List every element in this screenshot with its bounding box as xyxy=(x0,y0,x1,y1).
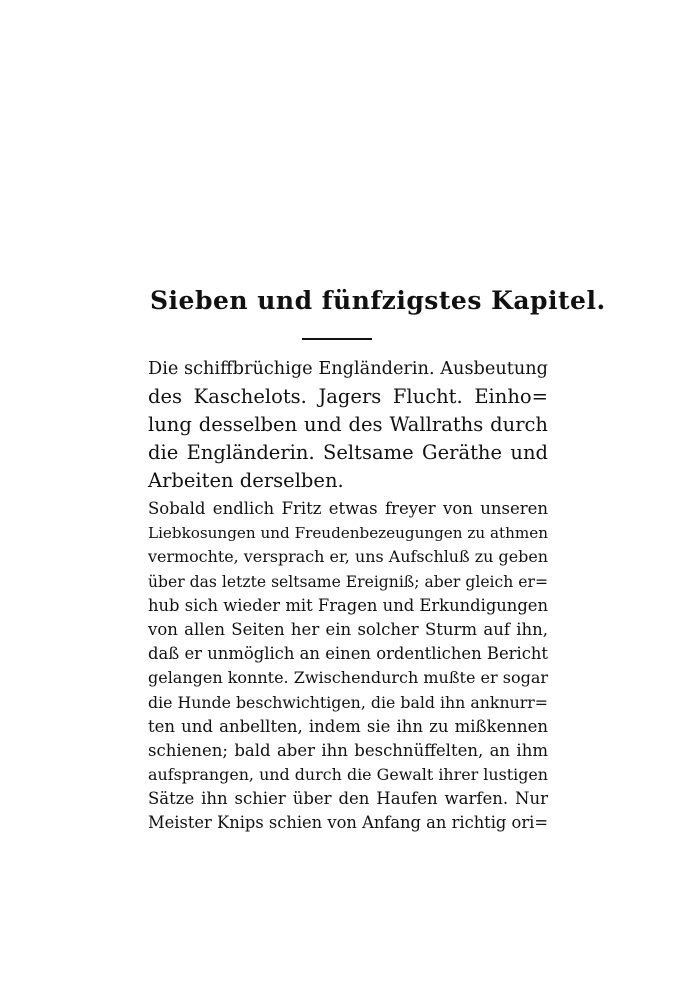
chapter-summary xyxy=(148,355,548,495)
body-line: Meister Knips schien von Anfang an richtig ori= xyxy=(148,813,548,833)
body-paragraph xyxy=(148,497,548,836)
body-line: hub sich wieder mit Fragen und Erkundigungen xyxy=(148,595,548,615)
body-line: aufsprangen, und durch die Gewalt ihrer lustigen xyxy=(148,765,548,785)
body-line: über das letzte seltsame Ereigniß; aber gleich er= xyxy=(148,572,548,591)
body-line: Sätze ihn schier über den Haufen warfen. Nur xyxy=(148,789,548,809)
summary-line: Die schiffbrüchige Engländerin. Ausbeutung xyxy=(148,359,548,379)
title-divider xyxy=(302,338,372,340)
summary-line: lung desselben und des Wallraths durch xyxy=(148,413,548,436)
body-line: die Hunde beschwichtigen, die bald ihn anknurr= xyxy=(148,692,548,712)
body-line: gelangen konnte. Zwischendurch mußte er sogar xyxy=(148,668,548,688)
body-line: vermochte, versprach er, uns Aufschluß zu geben xyxy=(148,547,548,567)
body-line: schienen; bald aber ihn beschnüffelten, an ihm xyxy=(148,740,548,760)
body-line: daß er unmöglich an einen ordentlichen Bericht xyxy=(148,644,548,664)
chapter-title: Sieben und fünfzigstes Kapitel. xyxy=(150,286,606,315)
body-line: Sobald endlich Fritz etwas freyer von unseren xyxy=(148,499,548,518)
body-line: Liebkosungen und Freudenbezeugungen zu athmen xyxy=(148,524,548,543)
body-line: von allen Seiten her ein solcher Sturm auf ihn, xyxy=(148,619,548,639)
summary-line: die Engländerin. Seltsame Geräthe und xyxy=(148,441,548,464)
body-line: ten und anbellten, indem sie ihn zu mißkennen xyxy=(148,716,548,736)
summary-line: Arbeiten derselben. xyxy=(148,469,344,492)
summary-line: des Kaschelots. Jagers Flucht. Einho= xyxy=(148,385,548,408)
